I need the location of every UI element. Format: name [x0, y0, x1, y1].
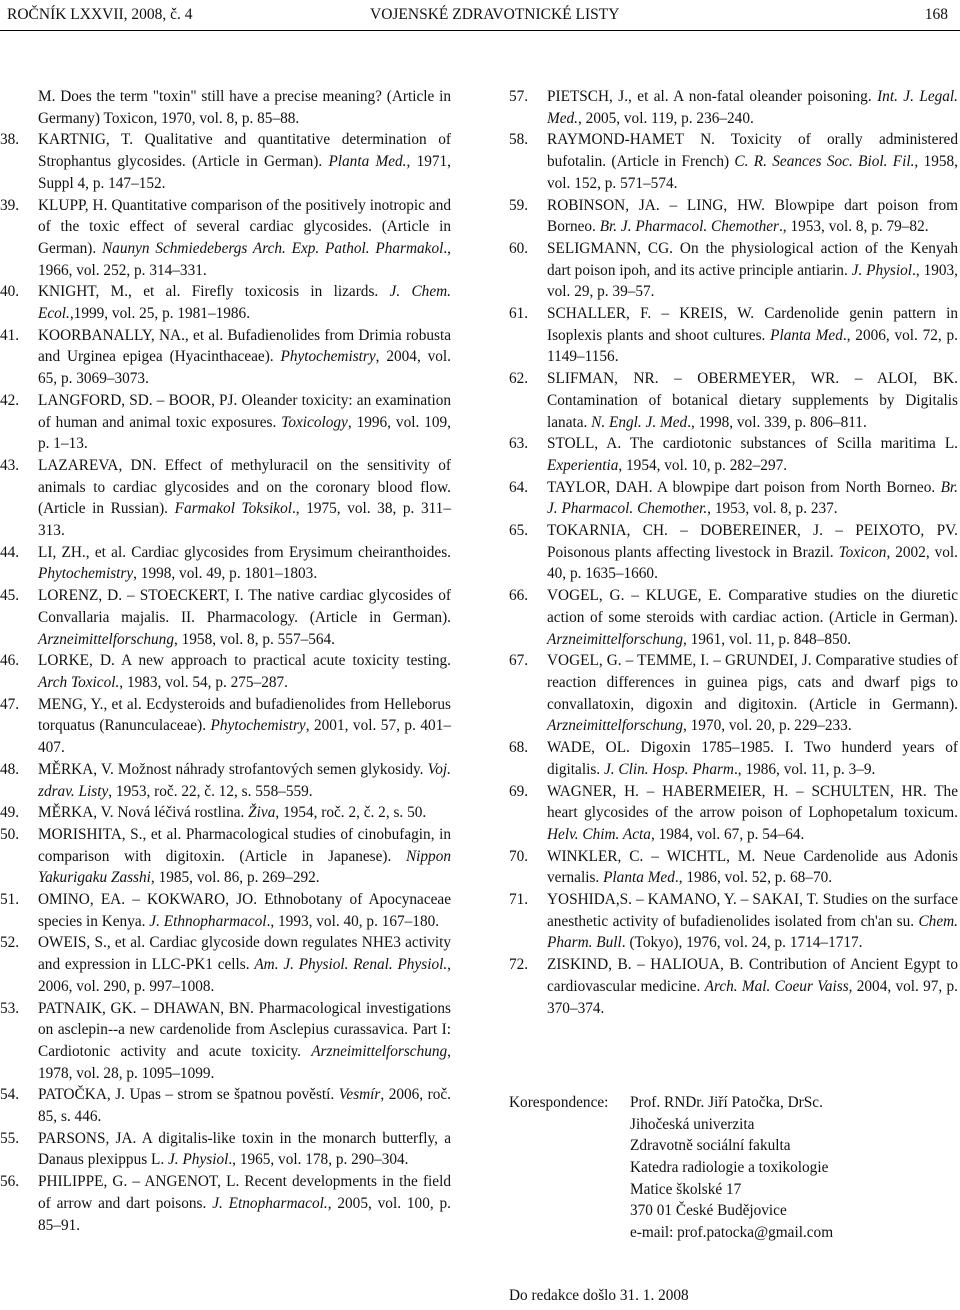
reference-segment: SCHALLER, F. – KREIS, W. Cardenolide genin pattern in Isoplexis plants and shoot cultures. — [547, 305, 958, 344]
reference-segment: ., 1993, vol. 40, p. 167–180. — [266, 912, 440, 930]
journal-volume-issue: ROČNÍK LXXVII, 2008, č. 4 — [7, 6, 193, 23]
reference-number: 38. — [0, 131, 20, 149]
reference-number: 41. — [0, 326, 20, 344]
reference-journal: Toxicon — [838, 543, 887, 561]
reference-text — [547, 781, 958, 846]
reference-segment: , 1958, vol. 8, p. 557–564. — [173, 630, 336, 648]
reference-text — [38, 824, 451, 889]
reference-journal: Helv. Chim. Acta — [547, 825, 651, 843]
header-rule — [0, 30, 960, 31]
reference-item — [0, 998, 451, 1085]
correspondence-line: 370 01 České Budějovice — [630, 1202, 787, 1220]
reference-text — [38, 585, 451, 650]
reference-segment: . (Tokyo), 1976, vol. 24, p. 1714–1717. — [621, 934, 863, 952]
reference-number: 47. — [0, 695, 20, 713]
reference-number: 67. — [509, 652, 529, 670]
reference-journal: Phytochemistry — [210, 717, 306, 735]
reference-journal: Arzneimittelforschung — [547, 717, 683, 735]
reference-number: 66. — [509, 587, 529, 605]
reference-item — [509, 303, 958, 368]
reference-segment: , 1978, vol. 28, p. 1095–1099. — [38, 1042, 451, 1082]
reference-text — [38, 1128, 451, 1171]
reference-text — [547, 303, 958, 368]
reference-journal: J. Chem. Ecol. — [38, 283, 451, 323]
correspondence-line: Katedra radiologie a toxikologie — [630, 1159, 829, 1177]
reference-segment: PATNAIK, GK. – DHAWAN, BN. Pharmacological investigations on asclepin--a new cardenolide from Asclepius curassavica. Part I: Cardiotonic activity and acute toxicity. — [38, 999, 451, 1060]
reference-segment: LORKE, D. A new approach to practical acute toxicity testing. — [38, 652, 451, 670]
reference-segment: TOKARNIA, CH. – DOBEREINER, J. – PEIXOTO, PV. Poisonous plants affecting livestock in Brazil. — [547, 522, 958, 561]
reference-number: 39. — [0, 196, 20, 214]
reference-number: 55. — [0, 1129, 20, 1147]
reference-item — [509, 368, 958, 433]
reference-item — [0, 759, 451, 802]
reference-text — [38, 889, 451, 932]
reference-journal: J. Physiol — [851, 261, 913, 279]
reference-journal: Arch. Mal. Coeur Vaiss — [704, 977, 849, 995]
reference-segment: , 2002, vol. 40, p. 1635–1660. — [547, 543, 958, 583]
reference-segment: KOORBANALLY, NA., et al. Bufadienolides from Drimia robusta and Urginea epigea (Hyacinthaceae). — [38, 326, 451, 366]
reference-text — [38, 932, 451, 997]
reference-journal: Voj. zdrav. Listy — [38, 760, 451, 800]
reference-journal: Arzneimittelforschung — [547, 630, 683, 648]
reference-item — [509, 889, 958, 954]
reference-segment: ., 1965, vol. 178, p. 290–304. — [228, 1151, 409, 1169]
reference-number: 63. — [509, 435, 529, 453]
reference-segment: PARSONS, JA. A digitalis-like toxin in the monarch butterfly, a Danaus plexippus L. — [38, 1129, 451, 1169]
reference-segment: ., 1903, vol. 29, p. 39–57. — [547, 261, 958, 301]
reference-number: 58. — [509, 131, 529, 149]
reference-journal: Phytochemistry — [38, 565, 134, 583]
reference-item — [0, 390, 451, 455]
reference-text — [547, 368, 958, 433]
reference-number: 62. — [509, 370, 529, 388]
reference-number: 64. — [509, 478, 529, 496]
reference-text — [547, 520, 958, 585]
reference-item — [509, 846, 958, 889]
reference-segment: , 2004, vol. 97, p. 370–374. — [547, 977, 959, 1017]
reference-item — [509, 238, 958, 303]
reference-journal: Toxicology — [281, 413, 348, 431]
references-left-column — [0, 86, 451, 1236]
reference-item — [0, 802, 451, 824]
reference-text — [38, 390, 451, 455]
reference-segment: , 2004, vol. 65, p. 3069–3073. — [38, 348, 452, 388]
reference-segment: PIETSCH, J., et al. A non-fatal oleander poisoning. — [547, 88, 878, 105]
reference-segment: , 1998, vol. 49, p. 1801–1803. — [133, 565, 318, 583]
reference-segment: , 1971, Suppl 4, p. 147–152. — [38, 153, 451, 192]
reference-text — [38, 1171, 451, 1236]
reference-segment: , 1985, vol. 86, p. 269–292. — [150, 869, 320, 887]
reference-item — [509, 781, 958, 846]
reference-segment: WAGNER, H. – HABERMEIER, H. – SCHULTEN, HR. The heart glycosides of the arrow poison of Lophopetalum toxicum. — [547, 782, 958, 822]
reference-number: 42. — [0, 391, 20, 409]
reference-journal: Planta Med — [770, 326, 843, 344]
reference-text — [38, 694, 451, 759]
reference-segment: LAZAREVA, DN. Effect of methyluracil on the sensitivity of animals to cardiac glycosides and on the coronary blood flow. (Article in Russian). — [38, 456, 451, 518]
reference-segment: M. Does the term "toxin" still have a precise meaning? (Article in Germany) Toxicon, 1970, vol. 8, p. 85 — [38, 88, 451, 127]
reference-segment: OMINO, EA. – KOKWARO, JO. Ethnobotany of Apocynaceae species in Kenya. — [38, 891, 451, 930]
reference-item — [509, 520, 958, 585]
reference-item — [0, 86, 451, 129]
reference-item — [509, 195, 958, 238]
reference-segment: WINKLER, C. – WICHTL, M. Neue Cardenolide aus Adonis vernalis. — [547, 847, 958, 887]
reference-segment: , 1954, vol. 10, p. 282–297. — [618, 456, 788, 474]
reference-text — [38, 86, 451, 129]
reference-text — [547, 650, 958, 737]
reference-segment: , 1958, vol. 152, p. 571–574. — [547, 153, 958, 192]
references-right-column — [509, 86, 958, 1019]
reference-journal: Br. J. Pharmacol. Chemother — [599, 218, 779, 236]
reference-text — [38, 759, 451, 802]
reference-segment: ., 1986, vol. 11, p. 3–9. — [733, 760, 876, 778]
reference-journal: N. Engl. J. Med — [591, 413, 688, 431]
reference-number: 51. — [0, 891, 20, 909]
reference-item — [0, 932, 451, 997]
reference-journal: Planta Med — [603, 869, 675, 887]
reference-journal: J. Etnopharmacol. — [212, 1194, 328, 1212]
reference-text — [547, 433, 958, 476]
reference-journal: Planta Med. — [328, 153, 407, 171]
reference-item — [0, 824, 451, 889]
reference-segment: ., 1966, vol. 252, p. 314–331. — [38, 239, 452, 279]
reference-journal: Vesmír — [338, 1086, 381, 1104]
reference-segment: – — [272, 109, 281, 127]
reference-journal: Chem. Pharm. Bull — [547, 912, 958, 952]
reference-number: 43. — [0, 456, 20, 474]
reference-segment: , 2005, vol. 100, p. 85–91. — [38, 1194, 452, 1234]
reference-item — [509, 129, 958, 194]
reference-number: 69. — [509, 782, 529, 800]
reference-segment: OWEIS, S., et al. Cardiac glycoside down regulates NHE3 activity and expression in LLC-PK1 cells. — [38, 934, 451, 974]
reference-segment: , 1953, roč. 22, č. 12, s. 558–559. — [108, 782, 313, 800]
reference-text — [38, 281, 451, 324]
reference-number: 52. — [0, 934, 20, 952]
reference-journal: Živa — [248, 804, 276, 822]
reference-journal: Int. J. Legal. Med. — [547, 88, 958, 127]
reference-segment: ., 1975, vol. 38, p. 311–313. — [38, 500, 451, 540]
reference-item — [0, 542, 451, 585]
reference-journal: Experientia — [547, 456, 619, 474]
reference-number: 61. — [509, 305, 529, 323]
reference-segment: WADE, OL. Digoxin 1785–1985. I. Two hunderd years of digitalis. — [547, 739, 958, 778]
reference-item — [509, 86, 958, 129]
reference-segment: , 2001, vol. 57, p. 401–407. — [38, 717, 452, 757]
page-number: 168 — [924, 6, 948, 23]
correspondence-line: Zdravotně sociální fakulta — [630, 1137, 791, 1155]
reference-segment: SLIFMAN, NR. – OBERMEYER, WR. – ALOI, BK. Contamination of botanical dietary supplements by Digitalis lanata. — [547, 370, 958, 431]
reference-item — [0, 129, 451, 194]
reference-item — [509, 433, 958, 476]
reference-text — [547, 129, 958, 194]
reference-segment: , 2006, roč. 85, s. 446. — [38, 1086, 451, 1126]
reference-number: 46. — [0, 652, 20, 670]
correspondence-email: e-mail: prof.patocka@gmail.com — [630, 1224, 834, 1242]
reference-journal: Am. J. Physiol. Renal. Physiol. — [254, 956, 448, 974]
reference-item — [0, 325, 451, 390]
reference-number: 40. — [0, 283, 20, 301]
reference-segment: YOSHIDA,S. – KAMANO, Y. – SAKAI, T. Studies on the surface anesthetic activity of bufadienolides isolated from ch'an su. — [547, 891, 958, 930]
reference-text — [38, 325, 451, 390]
reference-item — [0, 585, 451, 650]
reference-segment: , 2005, vol. 119, p. 236–240. — [578, 109, 754, 127]
reference-journal: Arch Toxicol. — [38, 673, 120, 691]
reference-text — [38, 998, 451, 1085]
reference-text — [547, 954, 958, 1019]
reference-segment: MĚRKA, V. Nová léčivá rostlina. — [38, 804, 249, 822]
reference-number: 59. — [509, 196, 529, 214]
reference-number: 53. — [0, 999, 20, 1017]
reference-segment: VOGEL, G. – TEMME, I. – GRUNDEI, J. Comparative studies of reaction differences in guinea pigs, cats and dwarf pigs to convallatoxin, digoxin and digitoxin. (Article in Germann). — [547, 652, 958, 713]
reference-journal: J. Physiol — [168, 1151, 229, 1169]
reference-segment: , 2006, vol. 290, p. 997–1008. — [38, 956, 451, 995]
reference-text — [547, 846, 958, 889]
reference-segment: RAYMOND-HAMET N. Toxicity of orally administered bufotalin. (Article in French) — [547, 131, 958, 171]
reference-item — [0, 650, 451, 693]
reference-segment: VOGEL, G. – KLUGE, E. Comparative studies on the diuretic action of some steroids with cardiac action. (Article in German). — [547, 587, 958, 626]
reference-segment: LORENZ, D. – STOECKERT, I. The native cardiac glycosides of Convallaria majalis. II. Pharmacology. (Article in German). — [38, 587, 451, 626]
reference-segment: 88. — [280, 109, 300, 127]
reference-number: 72. — [509, 956, 529, 974]
reference-segment: PHILIPPE, G. – ANGENOT, L. Recent developments in the field of arrow and dart poisons. — [38, 1173, 451, 1212]
correspondence-line: Prof. RNDr. Jiří Patočka, DrSc. — [630, 1094, 823, 1111]
reference-text — [38, 1084, 451, 1127]
reference-segment: KNIGHT, M., et al. Firefly toxicosis in lizards. — [38, 283, 390, 301]
reference-item — [0, 1128, 451, 1171]
reference-segment: PATOČKA, J. Upas – strom se špatnou pověstí. — [38, 1086, 339, 1104]
reference-number: 60. — [509, 239, 529, 257]
reference-journal: Arzneimittelforschung — [311, 1042, 448, 1060]
reference-text — [38, 195, 451, 282]
correspondence-block — [509, 1092, 958, 1244]
reference-segment: ROBINSON, JA. – LING, HW. Blowpipe dart poison from Borneo. — [547, 196, 958, 236]
reference-journal: Br. J. Pharmacol. Chemother. — [547, 478, 958, 518]
reference-segment: , 1984, vol. 67, p. 54–64. — [650, 825, 805, 843]
reference-journal: Nippon Yakurigaku Zasshi — [38, 847, 451, 887]
reference-number: 49. — [0, 804, 20, 822]
received-date: Do redakce došlo 31. 1. 2008 — [509, 1287, 689, 1304]
reference-segment: LI, ZH., et al. Cardiac glycosides from Erysimum cheiranthoides. — [38, 543, 451, 561]
reference-item — [509, 585, 958, 650]
reference-number: 65. — [509, 522, 529, 540]
reference-text — [547, 477, 958, 520]
reference-segment: TAYLOR, DAH. A blowpipe dart poison from North Borneo. — [547, 478, 941, 496]
reference-journal: J. Clin. Hosp. Pharm — [603, 760, 734, 778]
reference-segment: ZISKIND, B. – HALIOUA, B. Contribution of Ancient Egypt to cardiovascular medicine. — [547, 956, 958, 995]
reference-segment: , 1954, roč. 2, č. 2, s. 50. — [275, 804, 427, 822]
reference-text — [547, 737, 958, 780]
reference-segment: , 1953, vol. 8, p. 237. — [707, 500, 838, 518]
reference-segment: KARTNIG, T. Qualitative and quantitative determination of Strophantus glycosides. (Article in German). — [38, 131, 451, 171]
correspondence-line: Jihočeská univerzita — [630, 1115, 755, 1133]
reference-segment: ,1999, vol. 25, p. 1981–1986. — [69, 305, 251, 323]
reference-number: 48. — [0, 760, 20, 778]
reference-segment: , 1961, vol. 11, p. 848–850. — [682, 630, 852, 648]
reference-text — [547, 238, 958, 303]
reference-segment: ., 1998, vol. 339, p. 806–811. — [687, 413, 867, 431]
reference-segment: LANGFORD, SD. – BOOR, PJ. Oleander toxicity: an examination of human and animal toxic exposures. — [38, 391, 451, 431]
reference-item — [0, 1084, 451, 1127]
reference-text — [38, 129, 451, 194]
reference-number: 56. — [0, 1173, 20, 1191]
reference-text — [547, 86, 958, 129]
reference-text — [38, 542, 451, 585]
running-header — [0, 0, 960, 32]
reference-segment: STOLL, A. The cardiotonic substances of Scilla maritima L. — [547, 435, 958, 453]
reference-item — [0, 195, 451, 282]
reference-segment: , 1983, vol. 54, p. 275–287. — [119, 673, 288, 691]
reference-segment: MORISHITA, S., et al. Pharmacological studies of cinobufagin, in comparison with digitoxin. (Article in Japanese). — [38, 825, 451, 865]
reference-segment: ., 1953, vol. 8, p. 79–82. — [778, 218, 929, 236]
reference-segment: SELIGMANN, CG. On the physiological action of the Kenyah dart poison ipoh, and its active principle antiarin. — [547, 239, 958, 279]
reference-text — [38, 455, 451, 542]
reference-journal: Phytochemistry — [280, 348, 376, 366]
reference-segment: , 1970, vol. 20, p. 229–233. — [682, 717, 852, 735]
journal-title: VOJENSKÉ ZDRAVOTNICKÉ LISTY — [370, 6, 620, 23]
reference-item — [0, 1171, 451, 1236]
reference-journal: Arzneimittelforschung — [38, 630, 174, 648]
reference-number: 54. — [0, 1086, 20, 1104]
reference-number: 68. — [509, 739, 529, 757]
reference-segment: ., 1986, vol. 52, p. 68–70. — [674, 869, 833, 887]
correspondence-line: Matice školské 17 — [630, 1180, 742, 1198]
reference-item — [509, 477, 958, 520]
reference-segment: ., 2006, vol. 72, p. 1149–1156. — [547, 326, 958, 366]
reference-item — [0, 889, 451, 932]
reference-text — [547, 889, 958, 954]
reference-segment: MĚRKA, V. Možnost náhrady strofantových semen glykosidy. — [38, 760, 428, 778]
reference-number: 70. — [509, 847, 529, 865]
reference-item — [0, 455, 451, 542]
reference-segment: MENG, Y., et al. Ecdysteroids and bufadienolides from Helleborus torquatus (Ranunculaceae). — [38, 695, 451, 735]
reference-journal: C. R. Seances Soc. Biol. Fil. — [734, 153, 915, 171]
reference-number: 57. — [509, 88, 529, 105]
reference-text — [38, 650, 451, 693]
reference-number: 45. — [0, 587, 20, 605]
reference-item — [509, 954, 958, 1019]
reference-text — [547, 585, 958, 650]
reference-journal: J. Ethnopharmacol — [149, 912, 267, 930]
reference-item — [0, 281, 451, 324]
reference-journal: Farmakol Toksikol — [174, 500, 292, 518]
reference-segment: , 1996, vol. 109, p. 1–13. — [38, 413, 451, 453]
reference-segment: KLUPP, H. Quantitative comparison of the positively inotropic and of the toxic effect of several cardiac glycosides. (Article in German). — [38, 196, 451, 257]
reference-number: 44. — [0, 543, 20, 561]
reference-text — [38, 802, 451, 824]
reference-number: 50. — [0, 825, 20, 843]
reference-journal: Naunyn Schmiedebergs Arch. Exp. Pathol. Pharmakol — [101, 239, 444, 257]
reference-number — [0, 86, 38, 129]
reference-item — [509, 737, 958, 780]
correspondence-label: Korespondence: — [509, 1094, 609, 1111]
reference-number: 71. — [509, 891, 529, 909]
reference-item — [0, 694, 451, 759]
reference-item — [509, 650, 958, 737]
reference-text — [547, 195, 958, 238]
